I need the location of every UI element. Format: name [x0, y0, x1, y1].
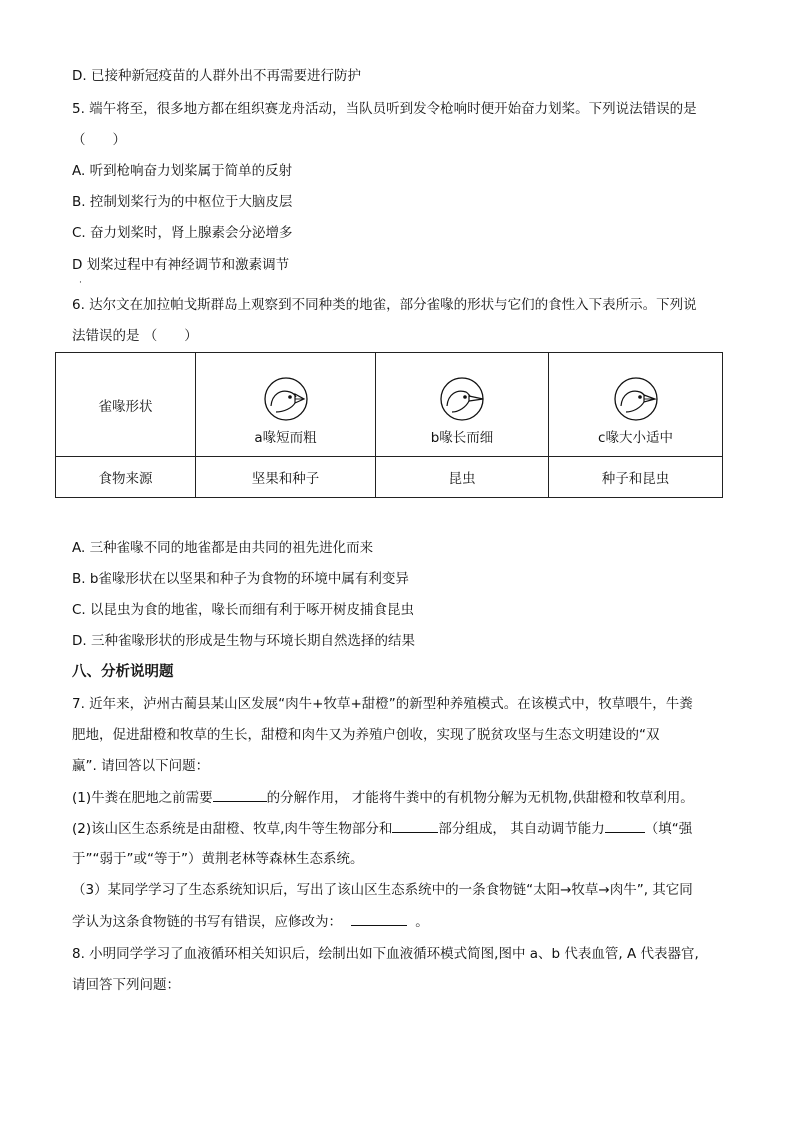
q8-line2: 请回答下列问题： — [72, 977, 180, 993]
q7-sub2-part2: 部分组成， 其自动调节能力 — [438, 821, 605, 837]
beak-label-b: b喙长而细 — [430, 429, 494, 446]
table-row-food-source — [56, 457, 723, 498]
q5-option-a: A. 听到枪响奋力划桨属于简单的反射 — [72, 163, 293, 179]
finch-head-medium-beak-icon — [612, 376, 660, 422]
beak-cell-c — [549, 353, 723, 457]
q7-line1: 7. 近年来，泸州古蔺县某山区发展“肉牛+牧草+甜橙”的新型种养殖模式。在该模式中，牧草喂牛，牛粪 — [72, 696, 693, 712]
q6-stem-line1: 6. 达尔文在加拉帕戈斯群岛上观察到不同种类的地雀，部分雀喙的形状与它们的食性入下表所示。下列说 — [72, 297, 697, 313]
q7-sub1-answer-blank[interactable] — [213, 787, 267, 802]
q7-sub3-line2 — [72, 911, 429, 932]
q6-option-d: D. 三种雀喙形状的形成是生物与环境长期自然选择的结果 — [72, 633, 415, 649]
q7-sub3-line1: （3）某同学学习了生态系统知识后，写出了该山区生态系统中的一条食物链“太阳→牧草→肉牛”, 其它同 — [72, 882, 693, 898]
q7-sub2-answer-blank-2[interactable] — [605, 818, 645, 833]
q4-option-d: D. 已接种新冠疫苗的人群外出不再需要进行防护 — [72, 68, 361, 84]
q7-sub3-part2: 。 — [415, 914, 429, 930]
q7-line2: 肥地，促进甜橙和牧草的生长，甜橙和肉牛又为养殖户创收，实现了脱贫攻坚与生态文明建设的“双 — [72, 727, 660, 743]
q7-sub2-line2: 于”“弱于”或“等于”）黄荆老林等森林生态系统。 — [72, 851, 364, 867]
finch-head-long-thin-beak-icon — [438, 376, 486, 422]
stray-mark: · — [79, 278, 82, 288]
q5-option-d: D 划桨过程中有神经调节和激素调节 — [72, 257, 290, 273]
finch-head-short-thick-beak-icon — [262, 376, 310, 422]
q7-line3: 赢”. 请回答以下问题： — [72, 758, 210, 774]
section-title: 八、分析说明题 — [72, 664, 174, 680]
q7-sub1-part1: (1)牛粪在肥地之前需要 — [72, 790, 213, 806]
row-header-beak-shape: 雀喙形状 — [56, 353, 196, 457]
beak-cell-a — [196, 353, 376, 457]
q7-sub3-part1: 学认为这条食物链的书写有错误，应修改为： — [72, 914, 342, 930]
q7-sub2 — [72, 818, 692, 839]
beak-cell-b — [376, 353, 549, 457]
beak-label-a: a喙短而粗 — [254, 429, 317, 446]
food-cell-a: 坚果和种子 — [196, 457, 376, 498]
q7-sub3-answer-blank[interactable] — [351, 911, 407, 926]
table-row-beak-shape — [56, 353, 723, 457]
q5-stem-line2: （ ） — [72, 132, 126, 148]
q5-option-b: B. 控制划桨行为的中枢位于大脑皮层 — [72, 194, 293, 210]
q7-sub2-part3: （填“强 — [644, 821, 693, 837]
q7-sub1-part2: 的分解作用， 才能将牛粪中的有机物分解为无机物,供甜橙和牧草利用。 — [266, 790, 694, 806]
q8-line1: 8. 小明同学学习了血液循环相关知识后，绘制出如下血液循环模式简图,图中 a、b 代表血管, A 代表器官, — [72, 946, 699, 962]
q5-option-c: C. 奋力划桨时，肾上腺素会分泌增多 — [72, 225, 293, 241]
q6-option-a: A. 三种雀喙不同的地雀都是由共同的祖先进化而来 — [72, 540, 374, 556]
food-cell-b: 昆虫 — [376, 457, 549, 498]
q7-sub2-part1: (2)该山区生态系统是由甜橙、牧草,肉牛等生物部分和 — [72, 821, 393, 837]
food-cell-c: 种子和昆虫 — [549, 457, 723, 498]
q6-option-c: C. 以昆虫为食的地雀，喙长而细有利于啄开树皮捕食昆虫 — [72, 602, 415, 618]
q5-stem-line1: 5. 端午将至，很多地方都在组织赛龙舟活动，当队员听到发令枪响时便开始奋力划桨。下列说法错误的是 — [72, 101, 697, 117]
finch-beak-table — [55, 352, 723, 498]
q6-option-b: B. b雀喙形状在以坚果和种子为食物的环境中属有利变异 — [72, 571, 409, 587]
q6-stem-line2: 法错误的是 （ ） — [72, 328, 198, 344]
q7-sub1 — [72, 787, 694, 808]
beak-label-c: c喙大小适中 — [598, 429, 673, 446]
row-header-food-source: 食物来源 — [56, 457, 196, 498]
q7-sub2-answer-blank-1[interactable] — [392, 818, 438, 833]
